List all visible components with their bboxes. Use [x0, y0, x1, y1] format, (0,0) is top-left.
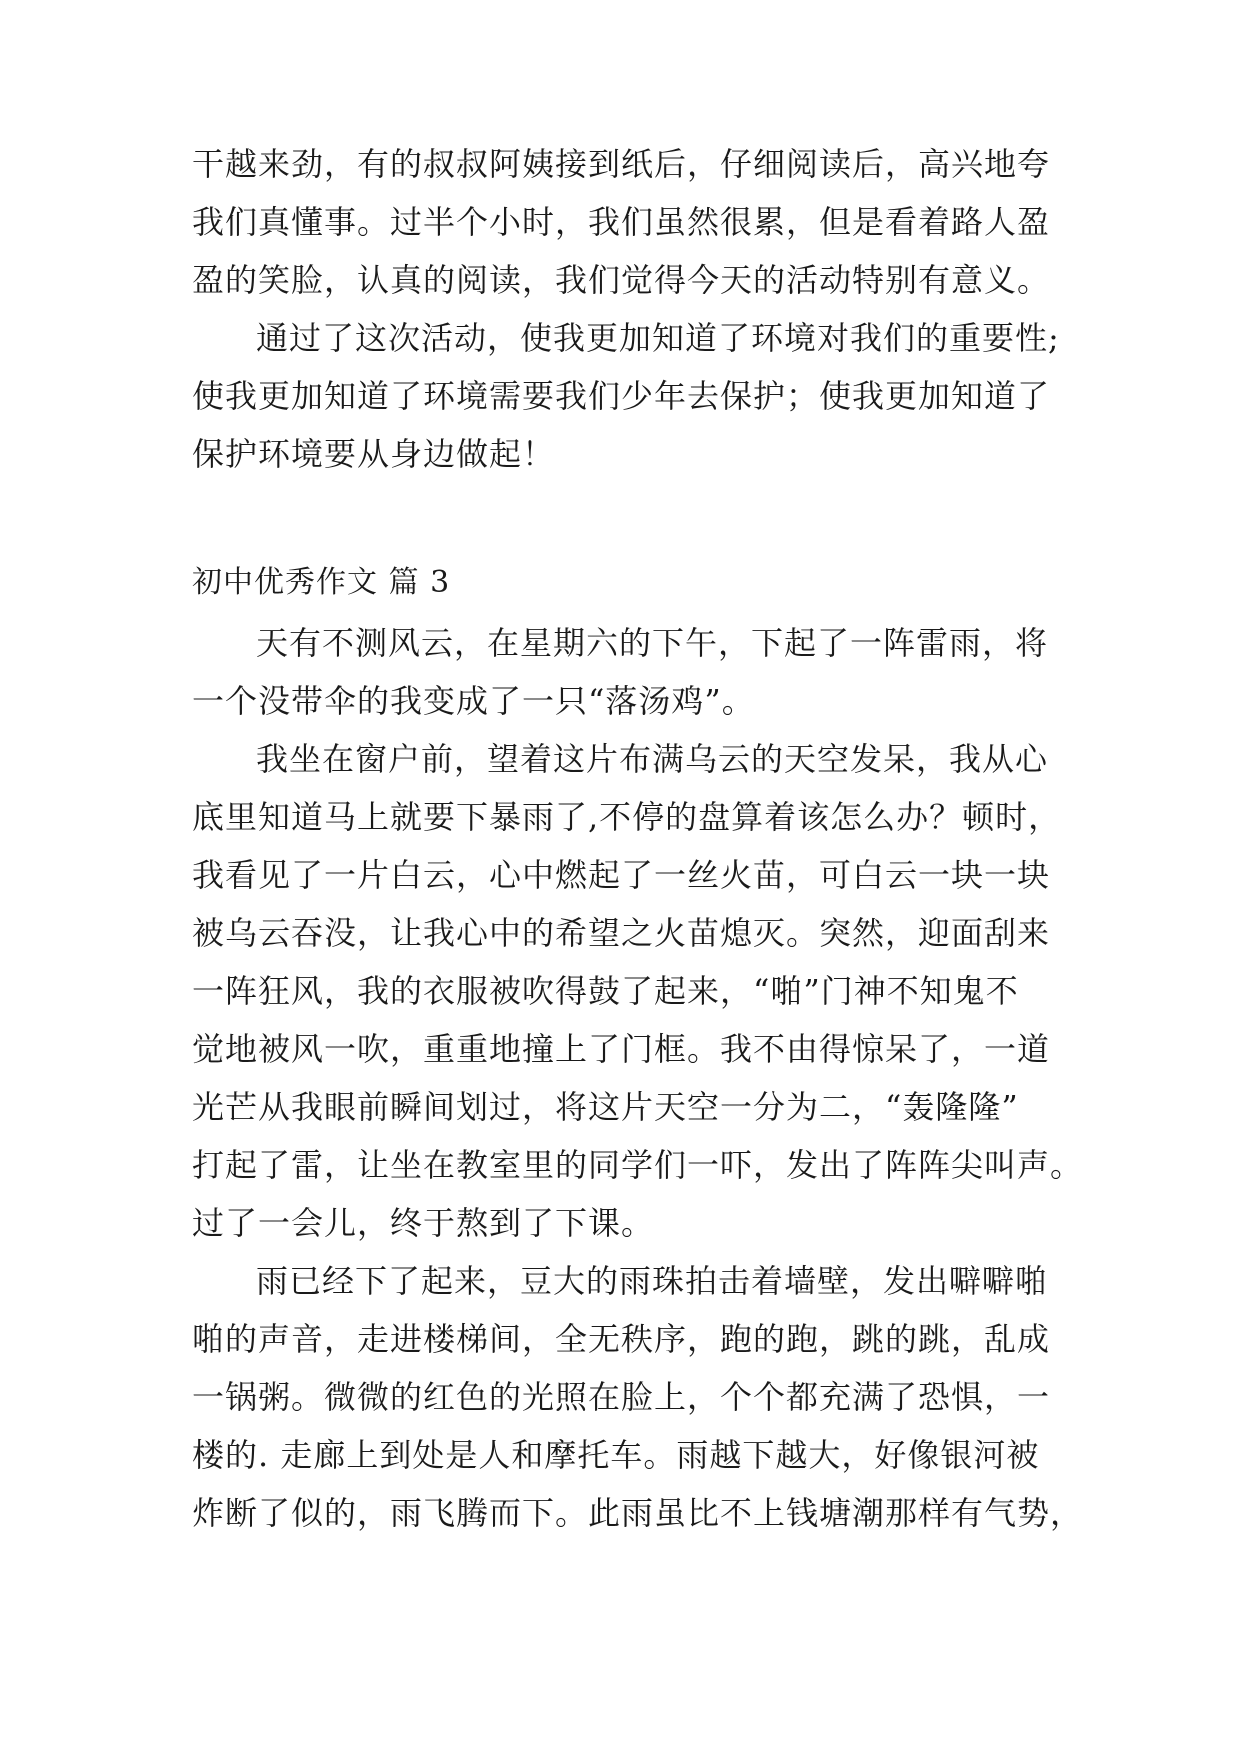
section-heading: 初中优秀作文 篇 3	[192, 565, 451, 600]
paragraph-line: 觉地被风一吹，重重地撞上了门框。我不由得惊呆了，一道	[192, 1030, 1051, 1068]
paragraph-line: 天有不测风云，在星期六的下午，下起了一阵雷雨，将	[256, 624, 1049, 662]
paragraph-line: 通过了这次活动，使我更加知道了环境对我们的重要性;	[256, 319, 1060, 357]
paragraph-line: 一阵狂风，我的衣服被吹得鼓了起来，“啪”门神不知鬼不	[192, 972, 1019, 1010]
paragraph-line: 光芒从我眼前瞬间划过，将这片天空一分为二，“轰隆隆”	[192, 1088, 1019, 1126]
paragraph-line: 使我更加知道了环境需要我们少年去保护；使我更加知道了	[192, 377, 1051, 415]
paragraph-line: 保护环境要从身边做起！	[192, 435, 556, 473]
paragraph-line: 雨已经下了起来，豆大的雨珠拍击着墙壁，发出噼噼啪	[256, 1262, 1049, 1300]
paragraph-line: 一个没带伞的我变成了一只“落汤鸡”。	[192, 682, 755, 720]
paragraph-line: 底里知道马上就要下暴雨了,不停的盘算着该怎么办？顿时，	[192, 798, 1062, 836]
paragraph-line: 盈的笑脸，认真的阅读，我们觉得今天的活动特别有意义。	[192, 261, 1051, 299]
paragraph-line: 我们真懂事。过半个小时，我们虽然很累，但是看着路人盈	[192, 203, 1051, 241]
paragraph-line: 干越来劲，有的叔叔阿姨接到纸后，仔细阅读后，高兴地夸	[192, 145, 1051, 183]
paragraph-line: 被乌云吞没，让我心中的希望之火苗熄灭。突然，迎面刮来	[192, 914, 1051, 952]
paragraph-line: 一锅粥。微微的红色的光照在脸上，个个都充满了恐惧，一	[192, 1378, 1051, 1416]
paragraph-line: 啪的声音，走进楼梯间，全无秩序，跑的跑，跳的跳，乱成	[192, 1320, 1051, 1358]
paragraph-line: 楼的. 走廊上到处是人和摩托车。雨越下越大，好像银河被	[192, 1436, 1040, 1474]
paragraph-line: 我看见了一片白云，心中燃起了一丝火苗，可白云一块一块	[192, 856, 1051, 894]
paragraph-line: 打起了雷，让坐在教室里的同学们一吓，发出了阵阵尖叫声。	[192, 1146, 1084, 1184]
paragraph-line: 过了一会儿，终于熬到了下课。	[192, 1204, 655, 1242]
paragraph-line: 我坐在窗户前，望着这片布满乌云的天空发呆，我从心	[256, 740, 1049, 778]
paragraph-line: 炸断了似的，雨飞腾而下。此雨虽比不上钱塘潮那样有气势，	[192, 1494, 1084, 1532]
